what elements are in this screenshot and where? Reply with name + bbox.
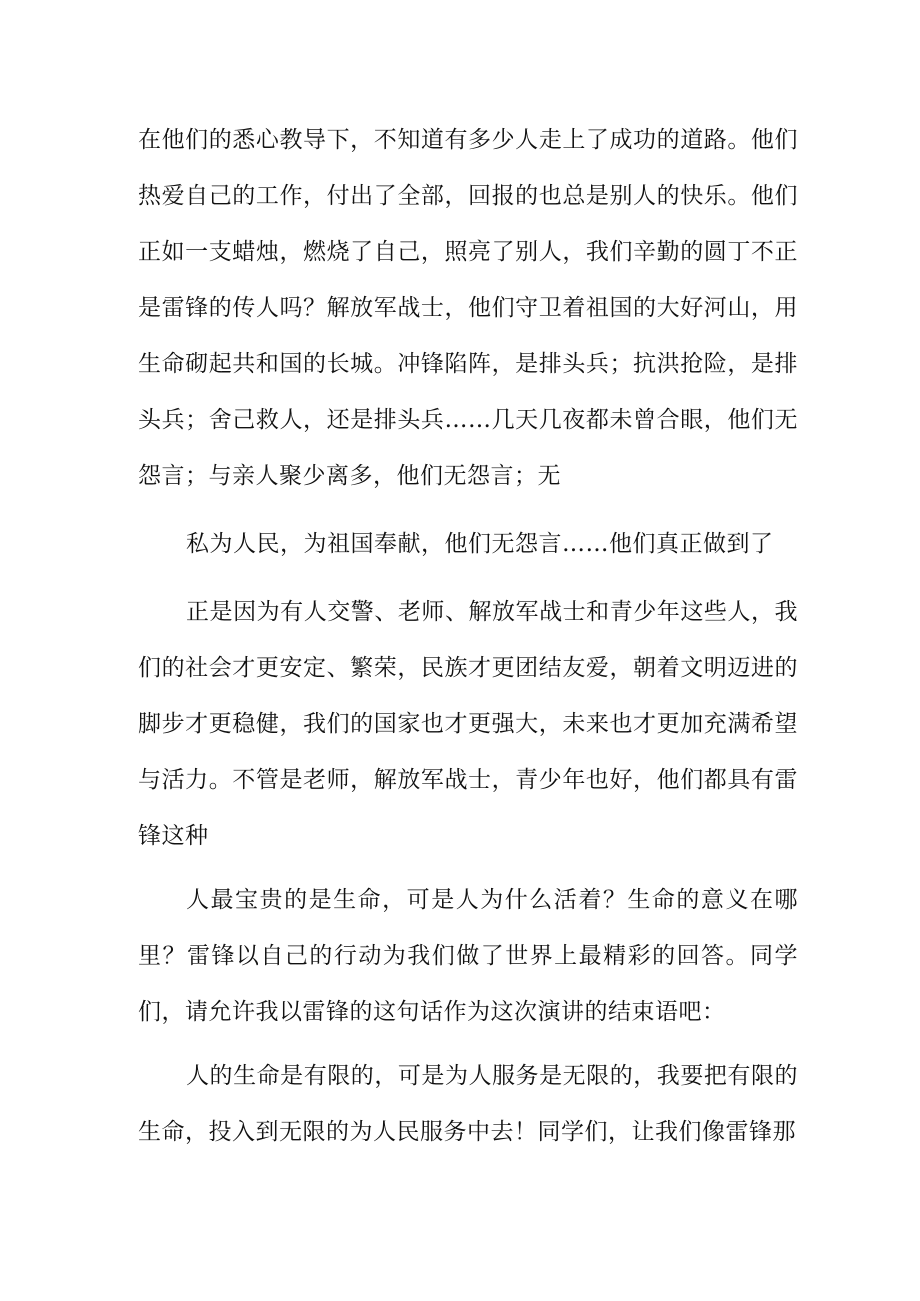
paragraph-meaning-of-life: 人最宝贵的是生命，可是人为什么活着？生命的意义在哪里？雷锋以自己的行动为我们做了世界上最精彩的回答。同学们，请允许我以雷锋的这句话作为这次演讲的结束语吧： [138,887,798,1025]
paragraph-society-stability: 正是因为有人交警、老师、解放军战士和青少年这些人，我们的社会才更安定、繁荣，民族才更团结友爱，朝着文明迈进的脚步才更稳健，我们的国家也才更强大，未来也才更加充满希望与活力。不管是老师，解放军战士，青少年也好，他们都具有雷锋这种 [138,599,798,849]
paragraph-selfless-service: 私为人民，为祖国奉献，他们无怨言……他们真正做到了 [186,531,774,557]
paragraph-teachers-soldiers: 在他们的悉心教导下，不知道有多少人走上了成功的道路。他们热爱自己的工作，付出了全部，回报的也总是别人的快乐。他们正如一支蜡烛，燃烧了自己，照亮了别人，我们辛勤的圆丁不正是雷锋的传人吗？解放军战士，他们守卫着祖国的大好河山，用生命砌起共和国的长城。冲锋陷阵，是排头兵；抗洪抢险，是排头兵；舍己救人，还是排头兵……几天几夜都未曾合眼，他们无怨言；与亲人聚少离多，他们无怨言；无 [138,127,798,489]
paragraph-closing-quote: 人的生命是有限的，可是为人服务是无限的，我要把有限的生命，投入到无限的为人民服务中去！同学们，让我们像雷锋那 [138,1063,798,1145]
